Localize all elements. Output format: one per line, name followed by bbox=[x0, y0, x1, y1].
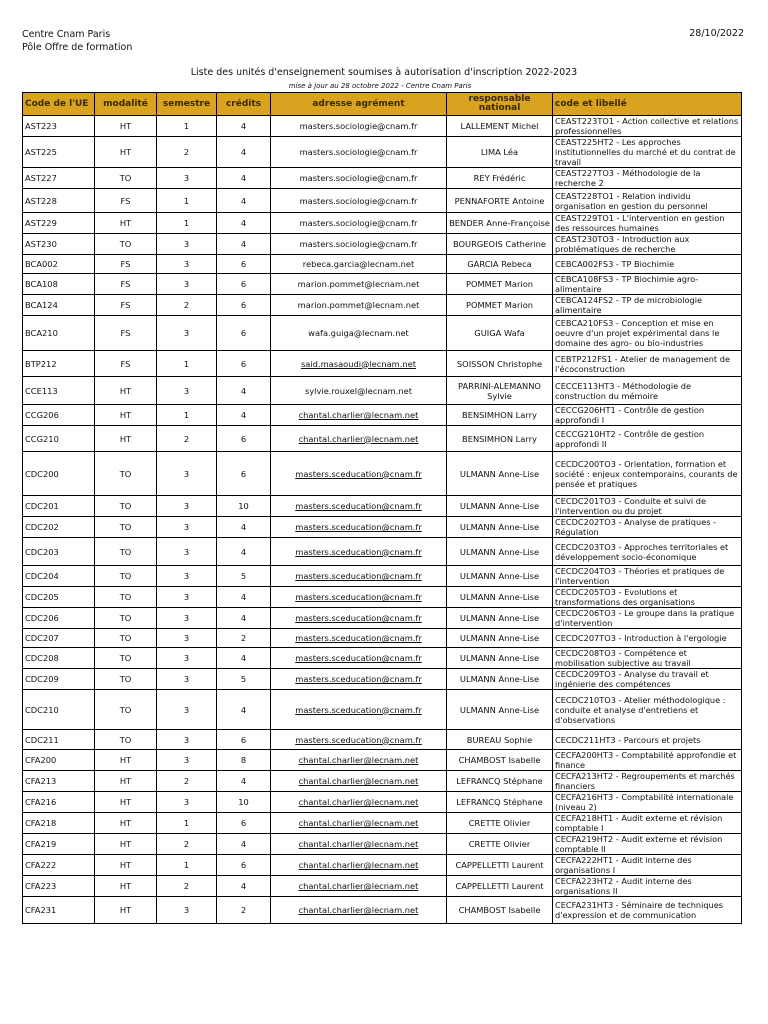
semestre-cell: 3 bbox=[157, 274, 217, 295]
responsable-cell: CRETTE Olivier bbox=[447, 834, 553, 855]
table-header-row bbox=[23, 93, 742, 116]
credits-cell: 4 bbox=[217, 116, 271, 137]
semestre-cell: 3 bbox=[157, 496, 217, 517]
email-cell[interactable]: masters.sceducation@cnam.fr bbox=[271, 608, 447, 629]
modalite-cell: HT bbox=[95, 750, 157, 771]
ue-code-cell: CFA213 bbox=[23, 771, 95, 792]
table-row bbox=[23, 813, 742, 834]
email-cell[interactable]: chantal.charlier@lecnam.net bbox=[271, 750, 447, 771]
credits-cell: 4 bbox=[217, 137, 271, 168]
email-cell[interactable]: masters.sceducation@cnam.fr bbox=[271, 566, 447, 587]
ue-table bbox=[22, 92, 742, 924]
ue-code-cell: BCA210 bbox=[23, 316, 95, 351]
semestre-cell: 3 bbox=[157, 750, 217, 771]
modalite-cell: FS bbox=[95, 316, 157, 351]
email-cell: rebeca.garcia@lecnam.net bbox=[271, 255, 447, 274]
ue-code-cell: CDC210 bbox=[23, 690, 95, 730]
responsable-cell: REY Frédéric bbox=[447, 168, 553, 189]
responsable-cell: ULMANN Anne-Lise bbox=[447, 587, 553, 608]
credits-cell: 6 bbox=[217, 730, 271, 750]
table-row bbox=[23, 168, 742, 189]
modalite-cell: TO bbox=[95, 669, 157, 690]
ue-code-cell: CDC209 bbox=[23, 669, 95, 690]
email-cell[interactable]: masters.sceducation@cnam.fr bbox=[271, 690, 447, 730]
credits-cell: 4 bbox=[217, 405, 271, 426]
credits-cell: 10 bbox=[217, 792, 271, 813]
modalite-cell: FS bbox=[95, 189, 157, 213]
semestre-cell: 3 bbox=[157, 792, 217, 813]
ue-code-cell: CDC208 bbox=[23, 648, 95, 669]
credits-cell: 10 bbox=[217, 496, 271, 517]
modalite-cell: TO bbox=[95, 452, 157, 496]
modalite-cell: TO bbox=[95, 234, 157, 255]
col-header-semestre: semestre bbox=[157, 93, 217, 116]
semestre-cell: 3 bbox=[157, 255, 217, 274]
responsable-cell: LALLEMENT Michel bbox=[447, 116, 553, 137]
table-row bbox=[23, 189, 742, 213]
ue-code-cell: CFA231 bbox=[23, 897, 95, 924]
responsable-cell: ULMANN Anne-Lise bbox=[447, 690, 553, 730]
credits-cell: 2 bbox=[217, 897, 271, 924]
modalite-cell: TO bbox=[95, 517, 157, 538]
modalite-cell: HT bbox=[95, 876, 157, 897]
email-cell: wafa.guiga@lecnam.net bbox=[271, 316, 447, 351]
libelle-cell: CEBCA124FS2 - TP de microbiologie alimentaire bbox=[553, 295, 742, 316]
email-cell: masters.sociologie@cnam.fr bbox=[271, 137, 447, 168]
responsable-cell: BENDER Anne-Françoise bbox=[447, 213, 553, 234]
credits-cell: 6 bbox=[217, 855, 271, 876]
table-row bbox=[23, 566, 742, 587]
ue-code-cell: CCE113 bbox=[23, 377, 95, 405]
credits-cell: 4 bbox=[217, 213, 271, 234]
table-row bbox=[23, 876, 742, 897]
table-row bbox=[23, 116, 742, 137]
libelle-cell: CEAST227TO3 - Méthodologie de la recherche 2 bbox=[553, 168, 742, 189]
responsable-cell: BUREAU Sophie bbox=[447, 730, 553, 750]
libelle-cell: CECCE113HT3 - Méthodologie de construction du mémoire bbox=[553, 377, 742, 405]
email-cell[interactable]: chantal.charlier@lecnam.net bbox=[271, 876, 447, 897]
modalite-cell: FS bbox=[95, 274, 157, 295]
table-row bbox=[23, 496, 742, 517]
org-header bbox=[22, 28, 132, 54]
responsable-cell: CHAMBOST Isabelle bbox=[447, 897, 553, 924]
email-cell[interactable]: masters.sceducation@cnam.fr bbox=[271, 669, 447, 690]
email-cell[interactable]: chantal.charlier@lecnam.net bbox=[271, 426, 447, 452]
libelle-cell: CECDC208TO3 - Compétence et mobilisation subjective au travail bbox=[553, 648, 742, 669]
email-cell: masters.sociologie@cnam.fr bbox=[271, 116, 447, 137]
ue-code-cell: CFA223 bbox=[23, 876, 95, 897]
semestre-cell: 1 bbox=[157, 405, 217, 426]
modalite-cell: TO bbox=[95, 496, 157, 517]
libelle-cell: CEBCA002FS3 - TP Biochimie bbox=[553, 255, 742, 274]
email-cell[interactable]: masters.sceducation@cnam.fr bbox=[271, 629, 447, 648]
libelle-cell: CECDC201TO3 - Conduite et suivi de l'intervention ou du projet bbox=[553, 496, 742, 517]
table-row bbox=[23, 792, 742, 813]
semestre-cell: 2 bbox=[157, 426, 217, 452]
ue-code-cell: CDC203 bbox=[23, 538, 95, 566]
responsable-cell: ULMANN Anne-Lise bbox=[447, 608, 553, 629]
modalite-cell: FS bbox=[95, 295, 157, 316]
credits-cell: 4 bbox=[217, 648, 271, 669]
modalite-cell: HT bbox=[95, 855, 157, 876]
modalite-cell: HT bbox=[95, 405, 157, 426]
credits-cell: 4 bbox=[217, 517, 271, 538]
email-cell[interactable]: said.masaoudi@lecnam.net bbox=[271, 351, 447, 377]
libelle-cell: CECCG206HT1 - Contrôle de gestion approfondi I bbox=[553, 405, 742, 426]
table-row bbox=[23, 137, 742, 168]
libelle-cell: CECFA223HT2 - Audit interne des organisations II bbox=[553, 876, 742, 897]
semestre-cell: 3 bbox=[157, 452, 217, 496]
semestre-cell: 2 bbox=[157, 876, 217, 897]
email-cell[interactable]: chantal.charlier@lecnam.net bbox=[271, 813, 447, 834]
libelle-cell: CECFA216HT3 - Comptabilité internationale (niveau 2) bbox=[553, 792, 742, 813]
credits-cell: 6 bbox=[217, 295, 271, 316]
ue-code-cell: CFA219 bbox=[23, 834, 95, 855]
table-row bbox=[23, 587, 742, 608]
semestre-cell: 3 bbox=[157, 316, 217, 351]
ue-code-cell: CDC205 bbox=[23, 587, 95, 608]
col-header-responsable: responsable national bbox=[447, 93, 553, 116]
table-row bbox=[23, 274, 742, 295]
responsable-cell: ULMANN Anne-Lise bbox=[447, 452, 553, 496]
libelle-cell: CECDC210TO3 - Atelier méthodologique : conduite et analyse d'entretiens et d'observations bbox=[553, 690, 742, 730]
semestre-cell: 3 bbox=[157, 629, 217, 648]
semestre-cell: 3 bbox=[157, 168, 217, 189]
libelle-cell: CECFA218HT1 - Audit externe et révision comptable I bbox=[553, 813, 742, 834]
email-cell: sylvie.rouxel@lecnam.net bbox=[271, 377, 447, 405]
ue-code-cell: AST225 bbox=[23, 137, 95, 168]
libelle-cell: CECDC209TO3 - Analyse du travail et ingénierie des compétences bbox=[553, 669, 742, 690]
credits-cell: 4 bbox=[217, 168, 271, 189]
libelle-cell: CEBTP212FS1 - Atelier de management de l'écoconstruction bbox=[553, 351, 742, 377]
semestre-cell: 3 bbox=[157, 608, 217, 629]
credits-cell: 6 bbox=[217, 274, 271, 295]
responsable-cell: ULMANN Anne-Lise bbox=[447, 669, 553, 690]
credits-cell: 4 bbox=[217, 608, 271, 629]
email-cell: marion.pommet@lecnam.net bbox=[271, 295, 447, 316]
ue-code-cell: CDC202 bbox=[23, 517, 95, 538]
responsable-cell: CRETTE Olivier bbox=[447, 813, 553, 834]
col-header-modalite: modalité bbox=[95, 93, 157, 116]
table-row bbox=[23, 213, 742, 234]
email-cell[interactable]: chantal.charlier@lecnam.net bbox=[271, 771, 447, 792]
ue-code-cell: CDC200 bbox=[23, 452, 95, 496]
table-row bbox=[23, 255, 742, 274]
table-row bbox=[23, 834, 742, 855]
table-row bbox=[23, 629, 742, 648]
semestre-cell: 3 bbox=[157, 690, 217, 730]
libelle-cell: CECDC206TO3 - Le groupe dans la pratique d'intervention bbox=[553, 608, 742, 629]
responsable-cell: ULMANN Anne-Lise bbox=[447, 566, 553, 587]
semestre-cell: 2 bbox=[157, 834, 217, 855]
credits-cell: 6 bbox=[217, 351, 271, 377]
responsable-cell: ULMANN Anne-Lise bbox=[447, 538, 553, 566]
semestre-cell: 1 bbox=[157, 213, 217, 234]
semestre-cell: 3 bbox=[157, 587, 217, 608]
modalite-cell: HT bbox=[95, 813, 157, 834]
table-row bbox=[23, 426, 742, 452]
ue-code-cell: CDC207 bbox=[23, 629, 95, 648]
col-header-libelle: code et libellé bbox=[553, 93, 742, 116]
semestre-cell: 3 bbox=[157, 234, 217, 255]
libelle-cell: CEAST230TO3 - Introduction aux problématiques de recherche bbox=[553, 234, 742, 255]
document-subtitle: mise à jour au 28 octobre 2022 - Centre Cnam Paris bbox=[288, 82, 472, 90]
libelle-cell: CECDC203TO3 - Approches territoriales et développement socio-économique bbox=[553, 538, 742, 566]
semestre-cell: 2 bbox=[157, 137, 217, 168]
responsable-cell: GARCIA Rebeca bbox=[447, 255, 553, 274]
credits-cell: 6 bbox=[217, 316, 271, 351]
table-row bbox=[23, 897, 742, 924]
credits-cell: 5 bbox=[217, 566, 271, 587]
responsable-cell: BENSIMHON Larry bbox=[447, 426, 553, 452]
modalite-cell: TO bbox=[95, 648, 157, 669]
modalite-cell: TO bbox=[95, 690, 157, 730]
credits-cell: 4 bbox=[217, 771, 271, 792]
ue-code-cell: BCA002 bbox=[23, 255, 95, 274]
credits-cell: 4 bbox=[217, 690, 271, 730]
credits-cell: 4 bbox=[217, 587, 271, 608]
responsable-cell: PARRINI-ALEMANNO Sylvie bbox=[447, 377, 553, 405]
table-row bbox=[23, 405, 742, 426]
ue-code-cell: AST228 bbox=[23, 189, 95, 213]
libelle-cell: CECCG210HT2 - Contrôle de gestion approfondi II bbox=[553, 426, 742, 452]
ue-code-cell: CDC206 bbox=[23, 608, 95, 629]
libelle-cell: CECDC211HT3 - Parcours et projets bbox=[553, 730, 742, 750]
credits-cell: 4 bbox=[217, 234, 271, 255]
responsable-cell: GUIGA Wafa bbox=[447, 316, 553, 351]
responsable-cell: ULMANN Anne-Lise bbox=[447, 496, 553, 517]
responsable-cell: ULMANN Anne-Lise bbox=[447, 517, 553, 538]
responsable-cell: ULMANN Anne-Lise bbox=[447, 648, 553, 669]
libelle-cell: CECFA219HT2 - Audit externe et révision comptable II bbox=[553, 834, 742, 855]
table-row bbox=[23, 517, 742, 538]
responsable-cell: CAPPELLETTI Laurent bbox=[447, 855, 553, 876]
libelle-cell: CECDC204TO3 - Théories et pratiques de l'intervention bbox=[553, 566, 742, 587]
semestre-cell: 1 bbox=[157, 189, 217, 213]
credits-cell: 8 bbox=[217, 750, 271, 771]
responsable-cell: LEFRANCQ Stéphane bbox=[447, 771, 553, 792]
modalite-cell: TO bbox=[95, 587, 157, 608]
table-row bbox=[23, 648, 742, 669]
email-cell[interactable]: chantal.charlier@lecnam.net bbox=[271, 855, 447, 876]
credits-cell: 6 bbox=[217, 813, 271, 834]
modalite-cell: HT bbox=[95, 792, 157, 813]
modalite-cell: HT bbox=[95, 116, 157, 137]
email-cell[interactable]: chantal.charlier@lecnam.net bbox=[271, 792, 447, 813]
ue-code-cell: BCA108 bbox=[23, 274, 95, 295]
semestre-cell: 1 bbox=[157, 813, 217, 834]
credits-cell: 4 bbox=[217, 189, 271, 213]
table-row bbox=[23, 730, 742, 750]
semestre-cell: 3 bbox=[157, 897, 217, 924]
libelle-cell: CEAST225HT2 - Les approches institutionnelles du marché et du contrat de travail bbox=[553, 137, 742, 168]
table-row bbox=[23, 690, 742, 730]
email-cell[interactable]: masters.sceducation@cnam.fr bbox=[271, 587, 447, 608]
credits-cell: 4 bbox=[217, 876, 271, 897]
email-cell[interactable]: chantal.charlier@lecnam.net bbox=[271, 834, 447, 855]
col-header-adresse: adresse agrément bbox=[271, 93, 447, 116]
table-row bbox=[23, 771, 742, 792]
responsable-cell: SOISSON Christophe bbox=[447, 351, 553, 377]
modalite-cell: FS bbox=[95, 351, 157, 377]
semestre-cell: 3 bbox=[157, 648, 217, 669]
ue-code-cell: AST227 bbox=[23, 168, 95, 189]
responsable-cell: CHAMBOST Isabelle bbox=[447, 750, 553, 771]
modalite-cell: TO bbox=[95, 566, 157, 587]
libelle-cell: CECDC202TO3 - Analyse de pratiques - Régulation bbox=[553, 517, 742, 538]
ue-code-cell: CFA218 bbox=[23, 813, 95, 834]
email-cell[interactable]: masters.sceducation@cnam.fr bbox=[271, 496, 447, 517]
responsable-cell: BOURGEOIS Catherine bbox=[447, 234, 553, 255]
table-row bbox=[23, 669, 742, 690]
table-row bbox=[23, 351, 742, 377]
modalite-cell: TO bbox=[95, 629, 157, 648]
document-date: 28/10/2022 bbox=[689, 28, 744, 39]
email-cell: masters.sociologie@cnam.fr bbox=[271, 168, 447, 189]
ue-code-cell: AST223 bbox=[23, 116, 95, 137]
semestre-cell: 3 bbox=[157, 730, 217, 750]
semestre-cell: 3 bbox=[157, 538, 217, 566]
libelle-cell: CEAST228TO1 - Relation individu organisation en gestion du personnel bbox=[553, 189, 742, 213]
ue-code-cell: CCG210 bbox=[23, 426, 95, 452]
org-department: Pôle Offre de formation bbox=[22, 42, 133, 53]
modalite-cell: HT bbox=[95, 213, 157, 234]
ue-code-cell: CCG206 bbox=[23, 405, 95, 426]
semestre-cell: 2 bbox=[157, 771, 217, 792]
libelle-cell: CECFA200HT3 - Comptabilité approfondie et finance bbox=[553, 750, 742, 771]
ue-code-cell: BTP212 bbox=[23, 351, 95, 377]
modalite-cell: HT bbox=[95, 771, 157, 792]
email-cell: masters.sociologie@cnam.fr bbox=[271, 213, 447, 234]
modalite-cell: TO bbox=[95, 608, 157, 629]
semestre-cell: 3 bbox=[157, 566, 217, 587]
email-cell: masters.sociologie@cnam.fr bbox=[271, 189, 447, 213]
libelle-cell: CECDC205TO3 - Evolutions et transformations des organisations bbox=[553, 587, 742, 608]
modalite-cell: HT bbox=[95, 834, 157, 855]
responsable-cell: CAPPELLETTI Laurent bbox=[447, 876, 553, 897]
ue-code-cell: CDC211 bbox=[23, 730, 95, 750]
credits-cell: 6 bbox=[217, 452, 271, 496]
table-row bbox=[23, 538, 742, 566]
email-cell[interactable]: masters.sceducation@cnam.fr bbox=[271, 517, 447, 538]
email-cell[interactable]: masters.sceducation@cnam.fr bbox=[271, 452, 447, 496]
modalite-cell: HT bbox=[95, 426, 157, 452]
semestre-cell: 3 bbox=[157, 669, 217, 690]
col-header-credits: crédits bbox=[217, 93, 271, 116]
ue-code-cell: CDC201 bbox=[23, 496, 95, 517]
semestre-cell: 1 bbox=[157, 855, 217, 876]
modalite-cell: HT bbox=[95, 137, 157, 168]
table-row bbox=[23, 316, 742, 351]
email-cell[interactable]: chantal.charlier@lecnam.net bbox=[271, 405, 447, 426]
ue-code-cell: CFA222 bbox=[23, 855, 95, 876]
ue-code-cell: AST229 bbox=[23, 213, 95, 234]
responsable-cell: POMMET Marion bbox=[447, 274, 553, 295]
credits-cell: 6 bbox=[217, 426, 271, 452]
responsable-cell: LIMA Léa bbox=[447, 137, 553, 168]
email-cell[interactable]: masters.sceducation@cnam.fr bbox=[271, 730, 447, 750]
libelle-cell: CEAST229TO1 - L'intervention en gestion des ressources humaines bbox=[553, 213, 742, 234]
credits-cell: 4 bbox=[217, 538, 271, 566]
modalite-cell: TO bbox=[95, 730, 157, 750]
table-row bbox=[23, 750, 742, 771]
credits-cell: 4 bbox=[217, 377, 271, 405]
libelle-cell: CECFA222HT1 - Audit interne des organisations I bbox=[553, 855, 742, 876]
responsable-cell: BENSIMHON Larry bbox=[447, 405, 553, 426]
semestre-cell: 1 bbox=[157, 116, 217, 137]
table-row bbox=[23, 452, 742, 496]
semestre-cell: 3 bbox=[157, 517, 217, 538]
ue-code-cell: CFA216 bbox=[23, 792, 95, 813]
responsable-cell: PENNAFORTE Antoine bbox=[447, 189, 553, 213]
table-row bbox=[23, 855, 742, 876]
semestre-cell: 3 bbox=[157, 377, 217, 405]
libelle-cell: CECFA213HT2 - Regroupements et marchés financiers bbox=[553, 771, 742, 792]
email-cell[interactable]: masters.sceducation@cnam.fr bbox=[271, 648, 447, 669]
libelle-cell: CEAST223TO1 - Action collective et relations professionnelles bbox=[553, 116, 742, 137]
document-title: Liste des unités d'enseignement soumises à autorisation d'inscription 2022-2023 bbox=[190, 67, 578, 78]
semestre-cell: 2 bbox=[157, 295, 217, 316]
ue-code-cell: CDC204 bbox=[23, 566, 95, 587]
col-header-code: Code de l'UE bbox=[23, 93, 95, 116]
table-row bbox=[23, 234, 742, 255]
modalite-cell: FS bbox=[95, 255, 157, 274]
org-name: Centre Cnam Paris bbox=[22, 29, 111, 40]
modalite-cell: HT bbox=[95, 897, 157, 924]
email-cell: marion.pommet@lecnam.net bbox=[271, 274, 447, 295]
email-cell: masters.sociologie@cnam.fr bbox=[271, 234, 447, 255]
semestre-cell: 1 bbox=[157, 351, 217, 377]
libelle-cell: CECDC207TO3 - Introduction à l'ergologie bbox=[553, 629, 742, 648]
ue-code-cell: BCA124 bbox=[23, 295, 95, 316]
modalite-cell: TO bbox=[95, 168, 157, 189]
libelle-cell: CECFA231HT3 - Séminaire de techniques d'expression et de communication bbox=[553, 897, 742, 924]
libelle-cell: CECDC200TO3 - Orientation, formation et société : enjeux contemporains, courants de pensée et pratiques bbox=[553, 452, 742, 496]
credits-cell: 2 bbox=[217, 629, 271, 648]
table-row bbox=[23, 608, 742, 629]
responsable-cell: LEFRANCQ Stéphane bbox=[447, 792, 553, 813]
credits-cell: 6 bbox=[217, 255, 271, 274]
table-row bbox=[23, 295, 742, 316]
ue-code-cell: CFA200 bbox=[23, 750, 95, 771]
responsable-cell: POMMET Marion bbox=[447, 295, 553, 316]
credits-cell: 4 bbox=[217, 834, 271, 855]
ue-code-cell: AST230 bbox=[23, 234, 95, 255]
email-cell[interactable]: masters.sceducation@cnam.fr bbox=[271, 538, 447, 566]
table-row bbox=[23, 377, 742, 405]
modalite-cell: TO bbox=[95, 538, 157, 566]
libelle-cell: CEBCA108FS3 - TP Biochimie agro-alimentaire bbox=[553, 274, 742, 295]
credits-cell: 5 bbox=[217, 669, 271, 690]
libelle-cell: CEBCA210FS3 - Conception et mise en oeuvre d'un projet expérimental dans le domaine des agro- ou bio-industries bbox=[553, 316, 742, 351]
responsable-cell: ULMANN Anne-Lise bbox=[447, 629, 553, 648]
modalite-cell: HT bbox=[95, 377, 157, 405]
email-cell[interactable]: chantal.charlier@lecnam.net bbox=[271, 897, 447, 924]
